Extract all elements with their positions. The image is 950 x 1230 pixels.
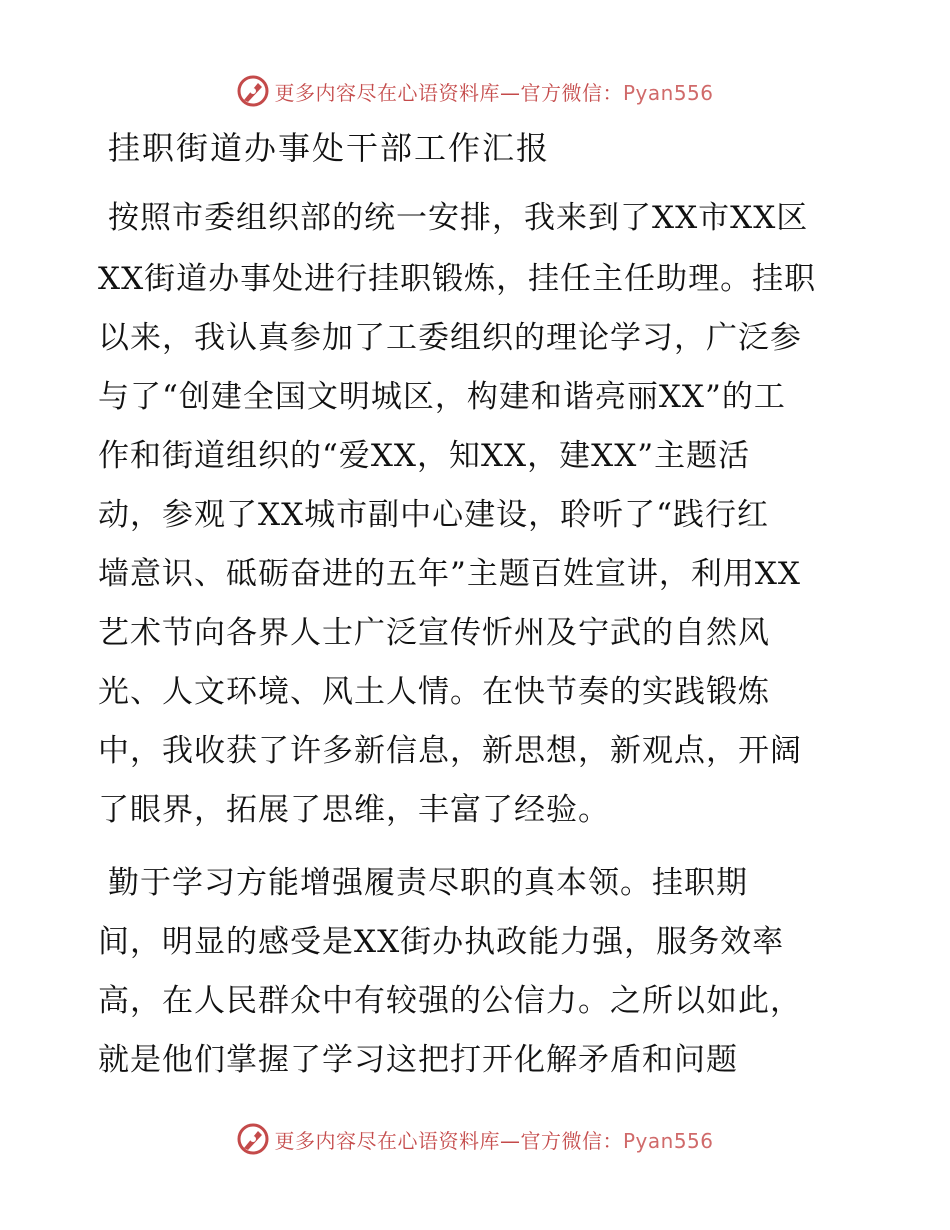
paragraph-line: 间，明显的感受是XX街办执政能力强，服务效率: [98, 924, 785, 960]
document-title: 挂职街道办事处干部工作汇报: [108, 129, 551, 167]
paragraph-line: 墙意识、砥砺奋进的五年”主题百姓宣讲，利用XX: [98, 556, 801, 592]
paragraph-line: 中，我收获了许多新信息，新思想，新观点，开阔: [98, 733, 802, 769]
paragraph-line: 按照市委组织部的统一安排，我来到了XX市XX区: [108, 200, 809, 236]
watermark-text: 更多内容尽在心语资料库—官方微信：Pyan556: [274, 80, 714, 105]
paragraph-line: 高，在人民群众中有较强的公信力。之所以如此，: [98, 983, 802, 1019]
pen-circle-logo-icon: [236, 74, 270, 108]
paragraph-line: 与了“创建全国文明城区，构建和谐亮丽XX”的工: [98, 379, 786, 415]
paragraph-line: 以来，我认真参加了工委组织的理论学习，广泛参: [98, 320, 802, 356]
paragraph-line: 勤于学习方能增强履责尽职的真本领。挂职期: [108, 865, 748, 901]
watermark-account: Pyan556: [622, 80, 714, 105]
paragraph-line: 艺术节向各界人士广泛宣传忻州及宁武的自然风: [98, 615, 770, 651]
header-watermark: [0, 71, 950, 111]
paragraph-line: 了眼界，拓展了思维，丰富了经验。: [98, 792, 610, 828]
paragraph-line: 动，参观了XX城市副中心建设，聆听了“践行红: [98, 497, 769, 533]
paragraph-line: 作和街道组织的“爱XX，知XX，建XX”主题活: [98, 438, 751, 474]
watermark-account: Pyan556: [622, 1128, 714, 1153]
paragraph-line: 光、人文环境、风土人情。在快节奏的实践锻炼: [98, 674, 770, 710]
paragraph-line: XX街道办事处进行挂职锻炼，挂任主任助理。挂职: [98, 261, 817, 297]
pen-circle-logo-icon: [236, 1122, 270, 1156]
watermark-text: 更多内容尽在心语资料库—官方微信：Pyan556: [274, 1128, 714, 1153]
paragraph-line: 就是他们掌握了学习这把打开化解矛盾和问题: [98, 1042, 738, 1078]
footer-watermark: [0, 1119, 950, 1159]
